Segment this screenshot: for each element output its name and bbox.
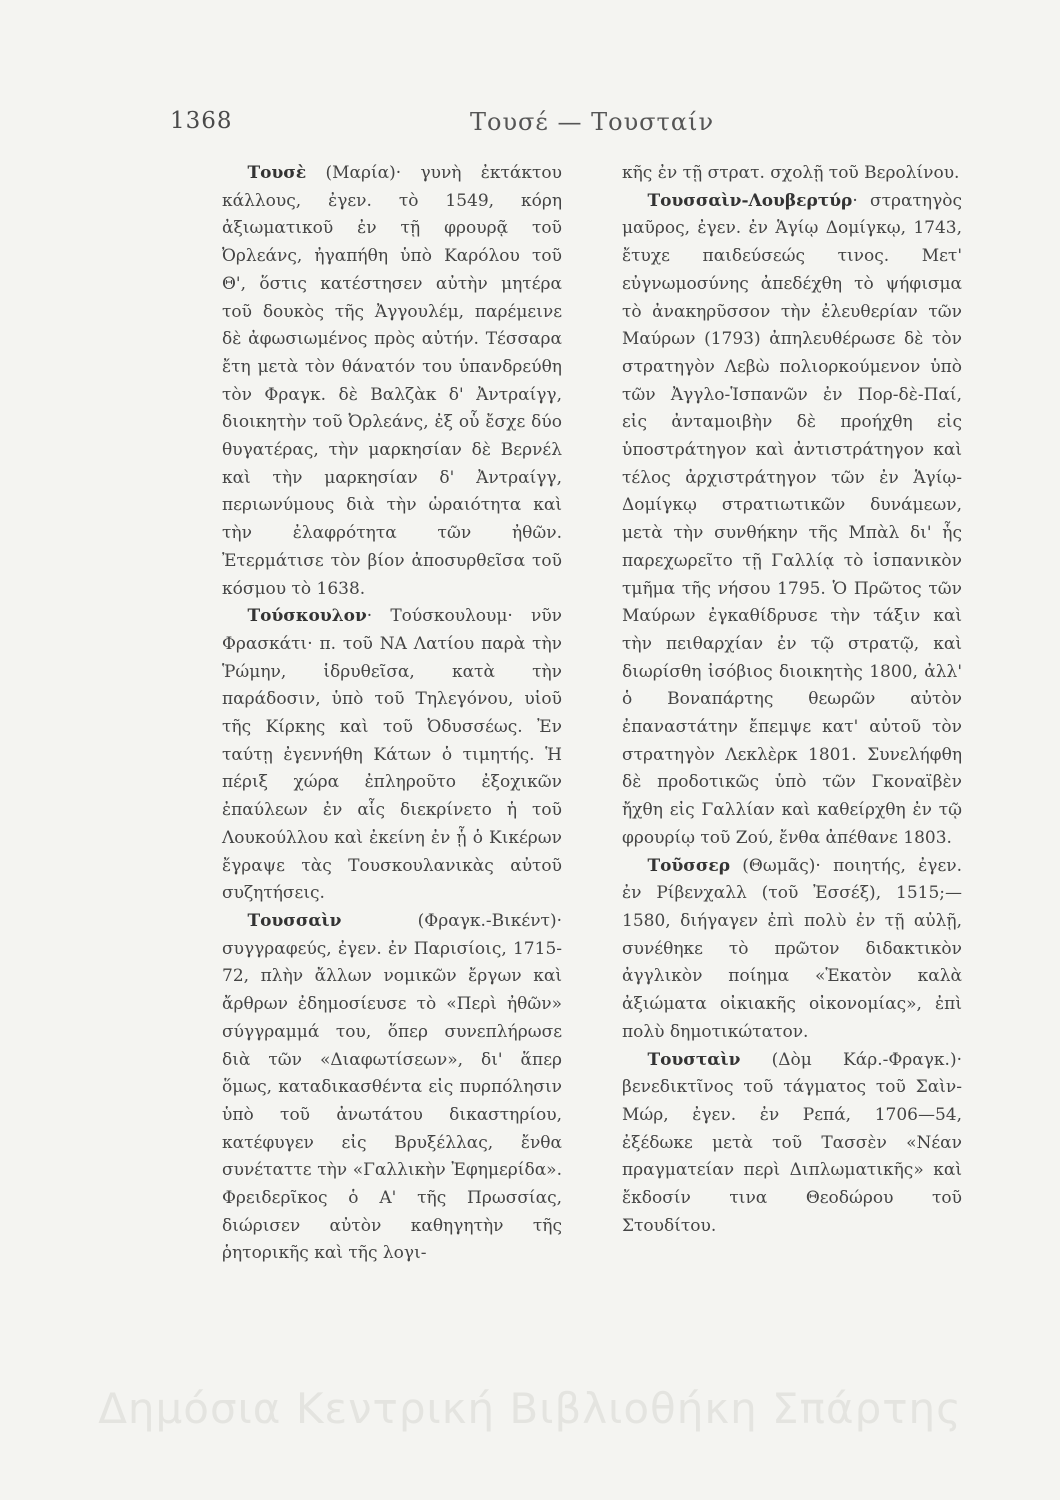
entry-toussain-louverture <box>622 188 962 853</box>
entry-text: (Θωμᾶς)· ποιητής, ἐγεν. ἐν Ρίβενχαλλ (τοῦ Ἐσσέξ), 1515;—1580, διήγαγεν ἐπὶ πολὺ ἐν τῇ αὐλῇ, συνέθηκε τὸ πρῶτον διδακτικὸν ἀγγλικὸν ποίημα «Ἑκατὸν καλὰ ἀξιώματα οἰκιακῆς οἰκονομίας», ἐπὶ πολὺ δημοτικώτατον. <box>622 855 962 1042</box>
entry-toustain <box>622 1047 962 1241</box>
entry-text: (Δὸμ Κάρ.-Φραγκ.)· βενεδικτῖνος τοῦ τάγματος τοῦ Σαὶν-Μώρ, ἐγεν. ἐν Ρεπά, 1706—54, ἐξέδωκε μετὰ τοῦ Τασσὲν «Νέαν πραγματείαν περὶ Διπλωματικῆς» καὶ ἔκδοσίν τινα Θεοδώρου τοῦ Στουδίτου. <box>622 1049 962 1236</box>
entry-text: (Μαρία)· γυνὴ ἐκτάκτου κάλλους, ἐγεν. τὸ 1549, κόρη ἀξιωματικοῦ ἐν τῇ φρουρᾷ τοῦ Ὀρλεάνς, ἠγαπήθη ὑπὸ Καρόλου τοῦ Θ', ὅστις κατέστησεν αὐτὴν μητέρα τοῦ δουκὸς τῆς Ἀγγουλέμ, παρέμεινε δὲ ἀφωσιωμένος πρὸς αὐτήν. Τέσσαρα ἔτη μετὰ τὸν θάνατόν του ὑπανδρεύθη τὸν Φραγκ. δὲ Βαλζὰκ δ' Ἀντραίγγ, διοικητὴν τοῦ Ὀρλεάνς, ἐξ οὗ ἔσχε δύο θυγατέρας, τὴν μαρκησίαν δὲ Βερνέλ καὶ τὴν μαρκησίαν δ' Ἀντραίγγ, περιωνύμους διὰ τὴν ὡραιότητα καὶ τὴν ἐλαφρότητα τῶν ἠθῶν. Ἐτερμάτισε τὸν βίον ἀποσυρθεῖσα τοῦ κόσμου τὸ 1638. <box>222 163 562 599</box>
page-number: 1368 <box>170 108 233 134</box>
left-column <box>222 160 562 1268</box>
entry-toussain <box>222 908 562 1268</box>
headword: Τοῦσσερ <box>647 855 730 876</box>
entry-text: · Τούσκουλουμ· νῦν Φρασκάτι· π. τοῦ ΝΑ Λατίου παρὰ τὴν Ῥώμην, ἱδρυθεῖσα, κατὰ τὴν παράδοσιν, ὑπὸ τοῦ Τηλεγόνου, υἱοῦ τῆς Κίρκης καὶ τοῦ Ὀδυσσέως. Ἐν ταύτῃ ἐγεννήθη Κάτων ὁ τιμητής. Ἡ πέριξ χώρα ἐπληροῦτο ἐξοχικῶν ἐπαύλεων ἐν αἷς διεκρίνετο ἡ τοῦ Λουκούλλου καὶ ἐκείνη ἐν ᾗ ὁ Κικέρων ἔγραψε τὰς Τουσκουλανικὰς αὐτοῦ συζητήσεις. <box>222 606 562 904</box>
library-watermark: Δημόσια Κεντρική Βιβλιοθήκη Σπάρτης <box>98 1384 962 1433</box>
entry-tousse <box>222 160 562 603</box>
page-header <box>170 108 830 144</box>
running-head: Τουσέ — Τουσταίν <box>470 108 715 136</box>
headword: Τουσσαὶν-Λουβερτύρ <box>647 190 853 211</box>
headword: Τουσὲ <box>247 163 307 183</box>
headword: Τούσκουλον <box>247 606 367 627</box>
headword: Τουσσαὶν <box>247 910 342 931</box>
headword: Τουσταὶν <box>647 1049 741 1070</box>
entry-text: · στρατηγὸς μαῦρος, ἐγεν. ἐν Ἁγίῳ Δομίγκῳ, 1743, ἔτυχε παιδεύσεώς τινος. Μετ' εὐγνωμοσύνης ἀπεδέχθη τὸ ψήφισμα τὸ ἀνακηρῦσσον τὴν ἐλευθερίαν τῶν Μαύρων (1793) ἀπηλευθέρωσε δὲ τὸν στρατηγὸν Λεβὼ πολιορκούμενον ὑπὸ τῶν Ἀγγλο-Ἱσπανῶν ἐν Πορ-δὲ-Παί, εἰς ἀνταμοιβὴν δὲ προήχθη εἰς ὑποστράτηγον καὶ ἀντιστράτηγον καὶ τέλος ἀρχιστράτηγον τῶν ἐν Ἁγίῳ-Δομίγκῳ στρατιωτικῶν δυνάμεων, μετὰ τὴν συνθήκην τῆς Μπὰλ δι' ἧς παρεχωρεῖτο τῇ Γαλλίᾳ τὸ ἱσπανικὸν τμῆμα τῆς νήσου 1795. Ὁ Πρῶτος τῶν Μαύρων ἐγκαθίδρυσε τὴν τάξιν καὶ τὴν πειθαρχίαν ἐν τῷ στρατῷ, καὶ διωρίσθη ἰσόβιος διοικητὴς 1800, ἀλλ' ὁ Βοναπάρτης θεωρῶν αὐτὸν ἐπαναστάτην ἔπεμψε κατ' αὐτοῦ τὸν στρατηγὸν Λεκλὲρκ 1801. Συνελήφθη δὲ προδοτικῶς ὑπὸ τῶν Γκοναϊβὲν ἤχθη εἰς Γαλλίαν καὶ καθείρχθη ἐν τῷ φρουρίῳ τοῦ Ζού, ἔνθα ἀπέθανε 1803. <box>622 190 962 848</box>
entry-tusser <box>622 853 962 1047</box>
entry-continuation <box>622 160 962 188</box>
entry-text: (Φραγκ.-Βικέντ)· συγγραφεύς, ἐγεν. ἐν Παρισίοις, 1715-72, πλὴν ἄλλων νομικῶν ἔργων καὶ ἄρθρων ἐδημοσίευσε τὸ «Περὶ ἠθῶν» σύγγραμμά του, ὅπερ συνεπλήρωσε διὰ τῶν «Διαφωτίσεων», δι' ἅπερ ὅμως, καταδικασθέντα εἰς πυρπόλησιν ὑπὸ τοῦ ἀνωτάτου δικαστηρίου, κατέφυγεν εἰς Βρυξέλλας, ἔνθα συνέταττε τὴν «Γαλλικὴν Ἐφημερίδα». Φρειδερῖκος ὁ Α' τῆς Πρωσσίας, διώρισεν αὐτὸν καθηγητὴν τῆς ῥητορικῆς καὶ τῆς λογι- <box>222 910 562 1264</box>
right-column <box>622 160 962 1240</box>
entry-text: κῆς ἐν τῇ στρατ. σχολῇ τοῦ Βερολίνου. <box>622 163 960 183</box>
entry-touskoulon <box>222 603 562 908</box>
